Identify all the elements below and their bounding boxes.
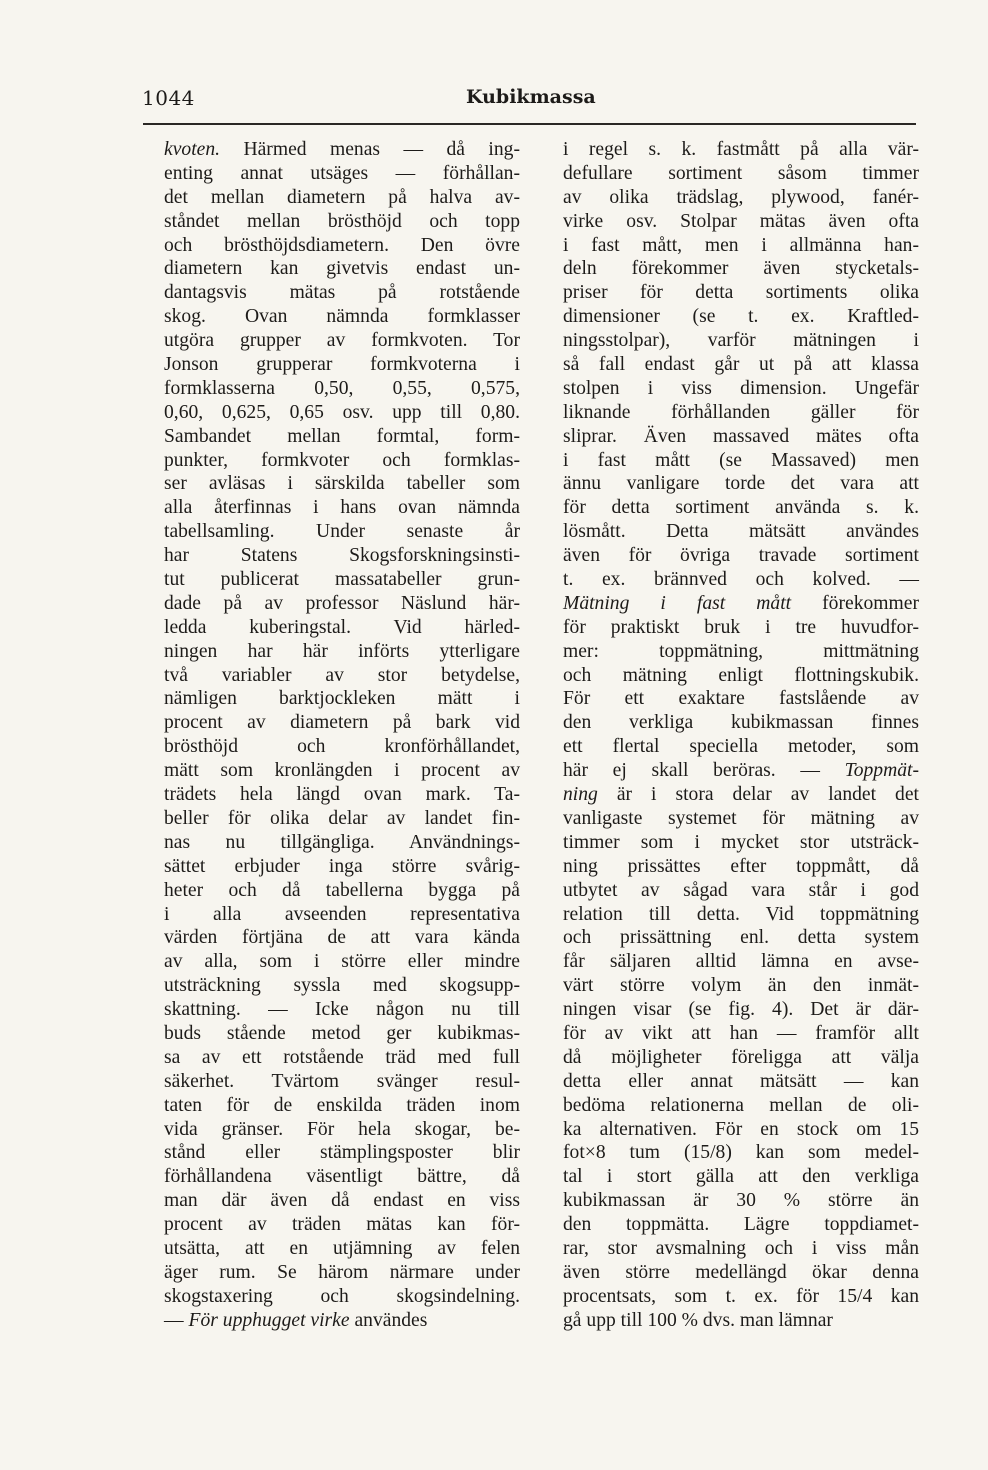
left-text-line: stånd eller stämplingsposter blir — [164, 1142, 520, 1164]
left-text-line: säkerhet. Tvärtom svänger resul- — [164, 1070, 520, 1092]
text-span: förekommer — [791, 592, 919, 614]
right-text-line: sliprar. Även massaved mätes ofta — [563, 425, 919, 447]
right-text-line — [563, 759, 919, 783]
right-text-line: timmer som i mycket stor utsträck- — [563, 831, 919, 853]
left-text-line: mätt som kronlängden i procent av — [164, 760, 520, 782]
right-text-line: kubikmassan är 30 % större än — [563, 1190, 919, 1212]
left-text-line: enting annat utsäges — förhållan- — [164, 162, 520, 184]
left-text-line: skogstaxering och skogsindelning. — [164, 1285, 520, 1307]
right-text-line: och mätning enligt flottningskubik. — [563, 664, 919, 686]
left-text-line: trädets hela längd ovan mark. Ta- — [164, 784, 520, 806]
left-text-line: och brösthöjdsdiametern. Den övre — [164, 234, 520, 256]
right-text-line: i fast mått (se Massaved) men — [563, 449, 919, 471]
text-span: Härmed menas — då ing- — [220, 139, 520, 160]
right-text-line: bedöma relationerna mellan de oli- — [563, 1094, 919, 1116]
header-rule — [143, 123, 916, 125]
italic-term: ning — [563, 784, 598, 806]
left-text-line: formklasserna 0,50, 0,55, 0,575, — [164, 377, 520, 399]
running-title: Kubikmassa — [466, 86, 596, 108]
right-text-line: även för övriga travade sortiment — [563, 545, 919, 567]
text-span: — — [164, 1309, 189, 1331]
right-text-line — [563, 783, 919, 807]
right-text-line: detta eller annat mätsätt — kan — [563, 1070, 919, 1092]
right-text-line: För ett exaktare fastslående av — [563, 688, 919, 710]
right-text-line: ningen visar (se fig. 4). Det är där- — [563, 999, 919, 1021]
right-text-column — [563, 138, 919, 1333]
left-text-line: ningen har här införts ytterligare — [164, 640, 520, 662]
right-text-line: värt större volym än den inmät- — [563, 975, 919, 997]
right-text-line: virke osv. Stolpar mätas även ofta — [563, 210, 919, 232]
left-text-line: i alla avseenden representativa — [164, 903, 520, 925]
italic-term: kvoten. — [164, 139, 221, 160]
right-text-line: den verkliga kubikmassan finnes — [563, 712, 919, 734]
right-text-line: fot×8 tum (15/8) kan som medel- — [563, 1142, 919, 1164]
right-text-line: rar, stor avsmalning och i viss mån — [563, 1237, 919, 1259]
left-text-line: procent av diametern på bark vid — [164, 712, 520, 734]
left-text-line: har Statens Skogsforskningsinsti- — [164, 545, 520, 567]
right-text-line: av olika trädslag, plywood, fanér- — [563, 186, 919, 208]
left-text-line: heter och då tabellerna bygga på — [164, 879, 520, 901]
right-text-line: priser för detta sortiments olika — [563, 282, 919, 304]
left-text-line: diametern kan givetvis endast un- — [164, 258, 520, 280]
left-text-line: ser avläsas i särskilda tabeller som — [164, 473, 520, 495]
right-text-line: för av vikt att han — framför allt — [563, 1022, 919, 1044]
left-text-line: ståndet mellan brösthöjd och topp — [164, 210, 520, 232]
right-text-line: gå upp till 100 % dvs. man lämnar — [563, 1309, 833, 1331]
left-text-line: skog. Ovan nämnda formklasser — [164, 306, 520, 328]
right-text-line: i fast mått, men i allmänna han- — [563, 234, 919, 256]
left-text-line: sa av ett rotstående träd med full — [164, 1046, 520, 1068]
left-text-line: Jonson grupperar formkvoterna i — [164, 354, 520, 376]
left-text-line: brösthöjd och kronförhållandet, — [164, 736, 520, 758]
text-span: här ej skall beröras. — — [563, 760, 845, 782]
right-text-line: dimensioner (se t. ex. Kraftled- — [563, 306, 919, 328]
right-text-line: ka alternativen. För en stock om 15 — [563, 1118, 919, 1140]
right-text-line: lösmått. Detta mätsätt användes — [563, 521, 919, 543]
right-text-line: även större medellängd ökar denna — [563, 1261, 919, 1283]
left-text-line: äger rum. Se härom närmare under — [164, 1261, 520, 1283]
left-text-line: buds stående metod ger kubikmas- — [164, 1022, 520, 1044]
right-text-line: mer: toppmätning, mittmätning — [563, 640, 919, 662]
right-text-line: för detta sortiment använda s. k. — [563, 497, 919, 519]
right-text-line: får säljaren alltid lämna en avse- — [563, 951, 919, 973]
right-text-line: och prissättning enl. detta system — [563, 927, 919, 949]
left-text-line: 0,60, 0,625, 0,65 osv. upp till 0,80. — [164, 401, 520, 423]
left-text-line: förhållandena väsentligt bättre, då — [164, 1166, 520, 1188]
left-text-line: taten för de enskilda träden inom — [164, 1094, 520, 1116]
right-text-line: för praktiskt bruk i tre huvudfor- — [563, 616, 919, 638]
right-text-line — [563, 592, 919, 616]
right-text-line: i regel s. k. fastmått på alla vär- — [563, 139, 919, 160]
left-text-line: dantagsvis mätas på rotstående — [164, 282, 520, 304]
left-text-line: tabellsamling. Under senaste år — [164, 521, 520, 543]
left-text-line: beller för olika delar av landet fin- — [164, 807, 520, 829]
left-text-line: utsätta, att en utjämning av felen — [164, 1237, 520, 1259]
right-text-line: vanligaste systemet för mätning av — [563, 807, 919, 829]
left-text-line: procent av träden mätas kan för- — [164, 1214, 520, 1236]
left-text-line: nämligen barktjockleken mätt i — [164, 688, 520, 710]
right-text-line: deln förekommer även stycketals- — [563, 258, 919, 280]
left-text-line — [164, 1309, 520, 1333]
left-text-line: sättet erbjuder inga större svårig- — [164, 855, 520, 877]
left-text-line — [164, 138, 520, 162]
right-text-line: ning prissättes efter toppmått, då — [563, 855, 919, 877]
right-text-line: då möjligheter föreligga att välja — [563, 1046, 919, 1068]
right-text-line: den toppmätta. Lägre toppdiamet- — [563, 1214, 919, 1236]
text-span: är i stora delar av landet det — [597, 784, 919, 806]
right-text-line: relation till detta. Vid toppmätning — [563, 903, 919, 925]
left-text-line: nas nu tillgängliga. Användnings- — [164, 831, 520, 853]
left-text-line: tut publicerat massatabeller grun- — [164, 569, 520, 591]
left-text-line: utsträckning syssla med skogsupp- — [164, 975, 520, 997]
left-text-line: två variabler av stor betydelse, — [164, 664, 520, 686]
right-text-line: stolpen i viss dimension. Ungefär — [563, 377, 919, 399]
right-text-line: så fall endast går ut på att klassa — [563, 354, 919, 376]
right-text-line: tal i stort gälla att den verkliga — [563, 1166, 919, 1188]
left-text-line: punkter, formkvoter och formklas- — [164, 449, 520, 471]
left-text-line: ledda kuberingstal. Vid härled- — [164, 616, 520, 638]
left-text-line: Sambandet mellan formtal, form- — [164, 425, 520, 447]
left-text-line: av alla, som i större eller mindre — [164, 951, 520, 973]
right-text-line: procentsats, som t. ex. för 15/4 kan — [563, 1285, 919, 1307]
italic-term: Toppmät- — [844, 760, 919, 782]
left-text-column — [164, 138, 520, 1333]
right-text-line: utbytet av sågad vara står i god — [563, 879, 919, 901]
right-text-line: ännu vanligare torde det vara att — [563, 473, 919, 495]
left-text-line: utgöra grupper av formkvoten. Tor — [164, 330, 520, 352]
right-text-line: t. ex. brännved och kolved. — — [563, 569, 919, 591]
page-number: 1044 — [142, 86, 195, 110]
left-text-line: värden förtjäna de att vara kända — [164, 927, 520, 949]
left-text-line: det mellan diametern på halva av- — [164, 186, 520, 208]
right-text-line: liknande förhållanden gäller för — [563, 401, 919, 423]
italic-term: Mätning i fast mått — [563, 592, 792, 614]
left-text-line: man där även då endast en viss — [164, 1190, 520, 1212]
italic-term: För upphugget virke — [188, 1309, 350, 1331]
right-text-line: ett flertal speciella metoder, som — [563, 736, 919, 758]
left-text-line: skattning. — Icke någon nu till — [164, 999, 520, 1021]
left-text-line: vida gränser. För hela skogar, be- — [164, 1118, 520, 1140]
right-text-line: ningsstolpar), varför mätningen i — [563, 330, 919, 352]
text-span: användes — [349, 1309, 428, 1331]
left-text-line: alla återfinnas i hans ovan nämnda — [164, 497, 520, 519]
left-text-line: dade på av professor Näslund här- — [164, 592, 520, 614]
right-text-line: defullare sortiment såsom timmer — [563, 162, 919, 184]
